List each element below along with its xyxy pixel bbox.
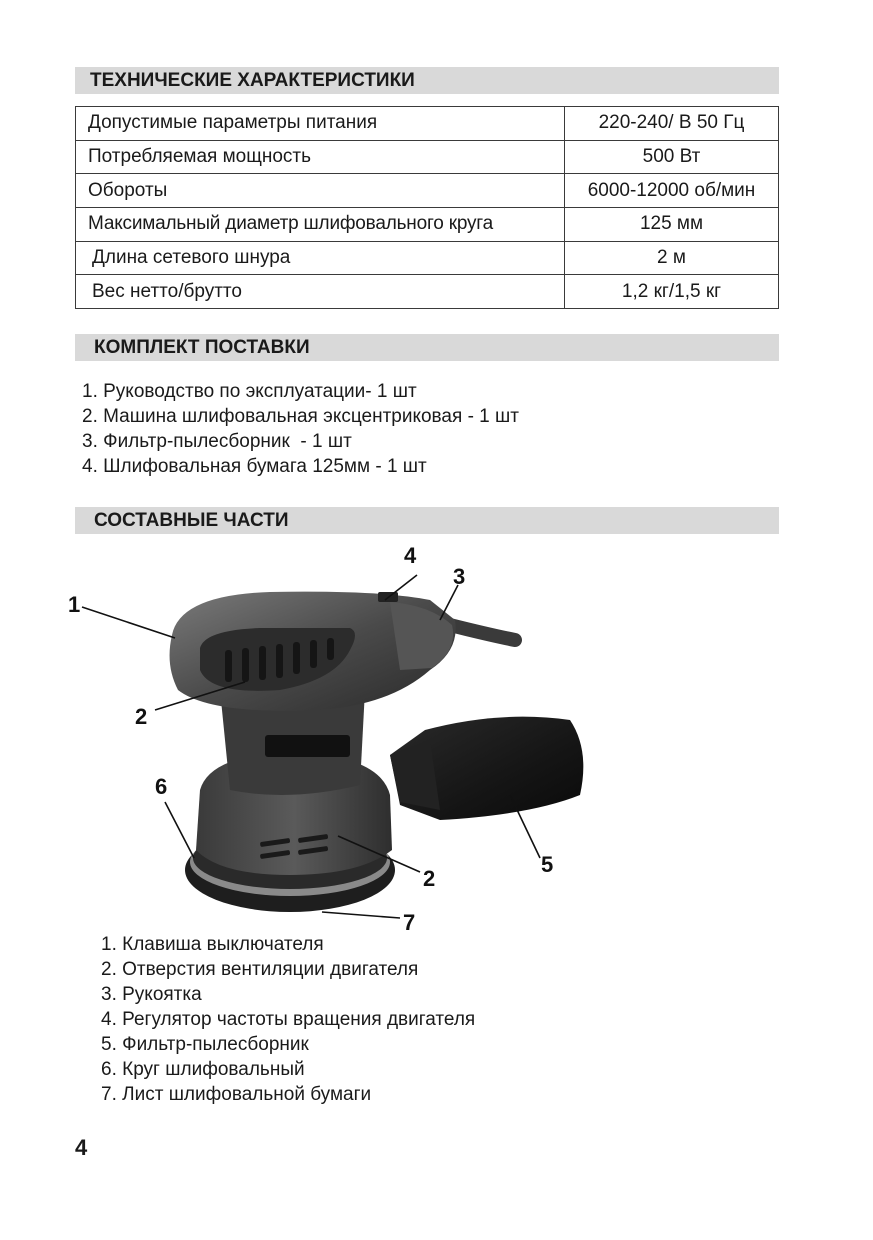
list-item: 4. Шлифовальная бумага 125мм - 1 шт (82, 456, 427, 477)
kit-list (82, 379, 519, 479)
spec-label: Обороты (76, 174, 565, 208)
list-item: 6. Круг шлифовальный (101, 1059, 305, 1080)
spec-label: Максимальный диаметр шлифовального круга (76, 208, 565, 242)
parts-list (101, 932, 475, 1107)
specs-table (75, 106, 779, 309)
page-number: 4 (75, 1135, 88, 1160)
list-item: 1. Клавиша выключателя (101, 934, 324, 955)
parts-section-title: СОСТАВНЫЕ ЧАСТИ (75, 507, 779, 534)
callout-5: 5 (541, 852, 554, 877)
list-item: 3. Рукоятка (101, 984, 202, 1005)
spec-label: Допустимые параметры питания (76, 107, 565, 141)
list-item: 1. Руководство по эксплуатации- 1 шт (82, 381, 417, 402)
list-item: 7. Лист шлифовальной бумаги (101, 1084, 372, 1105)
callout-7: 7 (403, 910, 416, 935)
table-row (76, 275, 779, 309)
table-row (76, 140, 779, 174)
callout-2: 2 (135, 704, 148, 729)
table-row (76, 107, 779, 141)
table-row (76, 174, 779, 208)
table-row (76, 241, 779, 275)
spec-value: 2 м (565, 241, 779, 275)
table-row (76, 208, 779, 242)
spec-label: Вес нетто/брутто (76, 275, 565, 309)
callout-4: 4 (404, 543, 417, 568)
sander-illustration (60, 540, 600, 940)
kit-section-title: КОМПЛЕКТ ПОСТАВКИ (75, 334, 779, 361)
callout-1: 1 (68, 592, 81, 617)
specs-section-title: ТЕХНИЧЕСКИЕ ХАРАКТЕРИСТИКИ (75, 67, 779, 94)
list-item: 4. Регулятор частоты вращения двигателя (101, 1009, 476, 1030)
spec-value: 500 Вт (565, 140, 779, 174)
callout-6: 6 (155, 774, 168, 799)
callout-2b: 2 (423, 866, 436, 891)
list-item: 5. Фильтр-пылесборник (101, 1034, 309, 1055)
spec-label: Потребляемая мощность (76, 140, 565, 174)
list-item: 2. Машина шлифовальная эксцентриковая - 1 шт (82, 406, 519, 427)
list-item: 2. Отверстия вентиляции двигателя (101, 959, 419, 980)
list-item: 3. Фильтр-пылесборник - 1 шт (82, 431, 352, 452)
spec-label: Длина сетевого шнура (76, 241, 565, 275)
callout-3: 3 (453, 564, 466, 589)
spec-value: 220-240/ В 50 Гц (565, 107, 779, 141)
spec-value: 6000-12000 об/мин (565, 174, 779, 208)
spec-value: 125 мм (565, 208, 779, 242)
spec-value: 1,2 кг/1,5 кг (565, 275, 779, 309)
